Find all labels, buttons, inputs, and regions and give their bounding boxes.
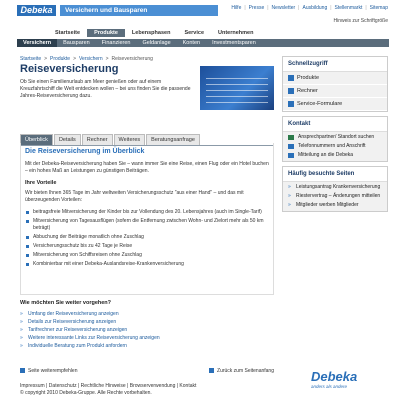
mainnav-lebensphasen[interactable]: Lebensphasen	[131, 30, 171, 36]
main-nav	[48, 29, 260, 37]
contact-phone[interactable]: Telefonnummern und Anschrift	[288, 143, 382, 150]
mainnav-produkte[interactable]: Produkte	[87, 29, 125, 37]
subnav-geldanlage[interactable]: Geldanlage	[142, 40, 171, 46]
subnav-konten[interactable]: Konten	[182, 40, 201, 46]
next-link-tarifrechner[interactable]: » Tarifrechner zur Reiseversicherung anzeigen	[20, 327, 274, 334]
tab-details[interactable]: Details	[54, 134, 81, 145]
page-intro: Ob Sie einen Familienurlaub am Meer genießen oder auf einem Kreuzfahrtschiff die Welt entdecken wollen – bei uns finden Sie die passende Jahres-Reiseversicherung dazu.	[20, 79, 191, 99]
tab-ueberblick[interactable]: Überblick	[20, 134, 53, 145]
breadcrumb-sep: >	[105, 56, 109, 62]
footer-links[interactable]: Impressum | Datenschutz | Rechtliche Hinweise | Browserverwendung | Kontakt	[20, 383, 197, 389]
popular-link-riester[interactable]: » Riestervertrag – Änderungen mitteilen	[288, 193, 382, 200]
subnav-finanzieren[interactable]: Finanzieren	[101, 40, 131, 46]
back-to-top-link[interactable]: Zurück zum Seitenanfang	[209, 368, 274, 374]
next-link-umfang[interactable]: » Umfang der Reiseversicherung anzeigen	[20, 311, 274, 318]
popular-pages-heading: Häufig besuchte Seiten	[283, 167, 387, 182]
advantages-list	[25, 209, 269, 268]
mail-icon	[288, 153, 294, 158]
list-item: beitragsfreie Mitversicherung der Kinder bis zur Vollendung des 20. Lebensjahres (auch im Single-Tarif)	[25, 209, 269, 216]
hero-image	[200, 66, 274, 110]
quick-access-heading: Schnellzugriff	[283, 57, 387, 72]
subnav-bausparen[interactable]: Bausparen	[63, 40, 90, 46]
tab-rechner[interactable]: Rechner	[82, 134, 113, 145]
popular-pages-box	[282, 166, 388, 212]
list-item: Mitversicherung von Tagesausflügen (sofern die Entfernung zwischen Wohn- und Zielort mehr als 50 km beträgt)	[25, 218, 269, 232]
panel-heading: Die Reiseversicherung im Überblick	[25, 148, 145, 155]
mail-icon	[20, 368, 25, 373]
subnav-investmentsparen[interactable]: Investmentsparen	[212, 40, 256, 46]
subnav-versichern[interactable]: Versichern	[17, 39, 57, 47]
breadcrumb-versichern[interactable]: Versichern	[78, 56, 103, 62]
list-item: Abbuchung der Beiträge monatlich ohne Zuschlag	[25, 234, 269, 241]
toplink-sitemap[interactable]: Sitemap	[369, 5, 388, 11]
tab-weiteres[interactable]: Weiteres	[114, 134, 146, 145]
breadcrumb-current: Reiseversicherung	[111, 56, 153, 62]
breadcrumb-produkte[interactable]: Produkte	[50, 56, 71, 62]
font-size-hint-link[interactable]: Hinweis zur Schriftgröße	[333, 18, 388, 24]
breadcrumb	[20, 56, 153, 62]
breadcrumb-startseite[interactable]: Startseite	[20, 56, 42, 62]
list-item: Mitversicherung von Schiffsreisen ohne Zuschlag	[25, 252, 269, 259]
footer-claim: anders als andere	[311, 384, 348, 389]
phone-icon	[288, 144, 294, 149]
panel-text: Mit der Debeka-Reiseversicherung haben Sie – wann immer Sie eine Reise, einen Flug oder ein Hotel buchen – ein hohes Maß an Leistungen zu günstigen Beiträgen.	[25, 161, 269, 174]
header-slogan: Versichern und Bausparen	[60, 5, 218, 16]
next-link-details[interactable]: » Details zur Reiseversicherung anzeigen	[20, 319, 274, 326]
top-links: Hilfe | Presse | Newsletter | Ausbildung | Stellenmarkt | Sitemap	[231, 5, 388, 11]
sub-nav	[17, 39, 389, 47]
tab-panel	[20, 143, 274, 295]
mainnav-unternehmen[interactable]: Unternehmen	[218, 30, 254, 36]
footer-copyright: © copyright 2010 Debeka-Gruppe. Alle Rechte vorbehalten.	[20, 390, 152, 396]
contact-message[interactable]: Mitteilung an die Debeka	[288, 152, 382, 159]
footer	[20, 383, 320, 397]
contact-find-location[interactable]: Ansprechpartner/ Standort suchen	[288, 134, 382, 141]
quick-link-rechner[interactable]: Rechner	[283, 85, 387, 98]
tab-beratungsanfrage[interactable]: Beratungsanfrage	[146, 134, 200, 145]
quick-link-service-formulare[interactable]: Service-Formulare	[283, 98, 387, 111]
breadcrumb-sep: >	[44, 56, 48, 62]
quick-access-box	[282, 56, 388, 112]
sidebar	[282, 56, 388, 216]
breadcrumb-sep: >	[73, 56, 76, 62]
next-steps	[20, 300, 274, 351]
toplink-presse[interactable]: Presse	[248, 5, 265, 11]
recommend-page-link[interactable]: Seite weiterempfehlen	[20, 368, 77, 374]
footer-brand: Debeka	[311, 369, 358, 384]
list-item[interactable]: Kombinierbar mit einer Debeka-Auslandsreise-Krankenversicherung	[25, 261, 269, 268]
toplink-stellenmarkt[interactable]: Stellenmarkt	[334, 5, 363, 11]
arrow-up-icon	[209, 368, 214, 373]
mainnav-startseite[interactable]: Startseite	[55, 30, 81, 36]
debeka-logo[interactable]: Debeka	[17, 5, 56, 16]
advantages-text: Wir bieten Ihnen 365 Tage im Jahr weltweiten Versicherungsschutz "aus einer Hand" – und das mit überzeugenden Vorteilen:	[25, 190, 244, 203]
advantages-heading: Ihre Vorteile	[25, 180, 57, 186]
next-link-weitere[interactable]: » Weitere interessante Links zur Reiseversicherung anzeigen	[20, 335, 274, 342]
footer-logo	[311, 369, 381, 389]
next-link-beratung[interactable]: » Individuelle Beratung zum Produkt anfordern	[20, 343, 274, 350]
page-actions	[20, 368, 274, 374]
toplink-hilfe[interactable]: Hilfe	[231, 5, 242, 11]
mainnav-service[interactable]: Service	[184, 30, 205, 36]
toplink-newsletter[interactable]: Newsletter	[271, 5, 296, 11]
quick-link-produkte[interactable]: Produkte	[283, 72, 387, 85]
page-title: Reiseversicherung	[20, 63, 119, 75]
popular-link-leistungsantrag[interactable]: » Leistungsantrag Krankenversicherung	[288, 184, 382, 191]
person-icon	[288, 135, 294, 140]
toplink-ausbildung[interactable]: Ausbildung	[302, 5, 328, 11]
contact-heading: Kontakt	[283, 117, 387, 132]
header	[0, 0, 400, 27]
contact-box	[282, 116, 388, 162]
list-item: Versicherungsschutz bis zu 42 Tage je Reise	[25, 243, 269, 250]
popular-link-mitglieder[interactable]: » Mitglieder werben Mitglieder	[288, 202, 382, 209]
next-steps-heading: Wie möchten Sie weiter vorgehen?	[20, 300, 112, 306]
